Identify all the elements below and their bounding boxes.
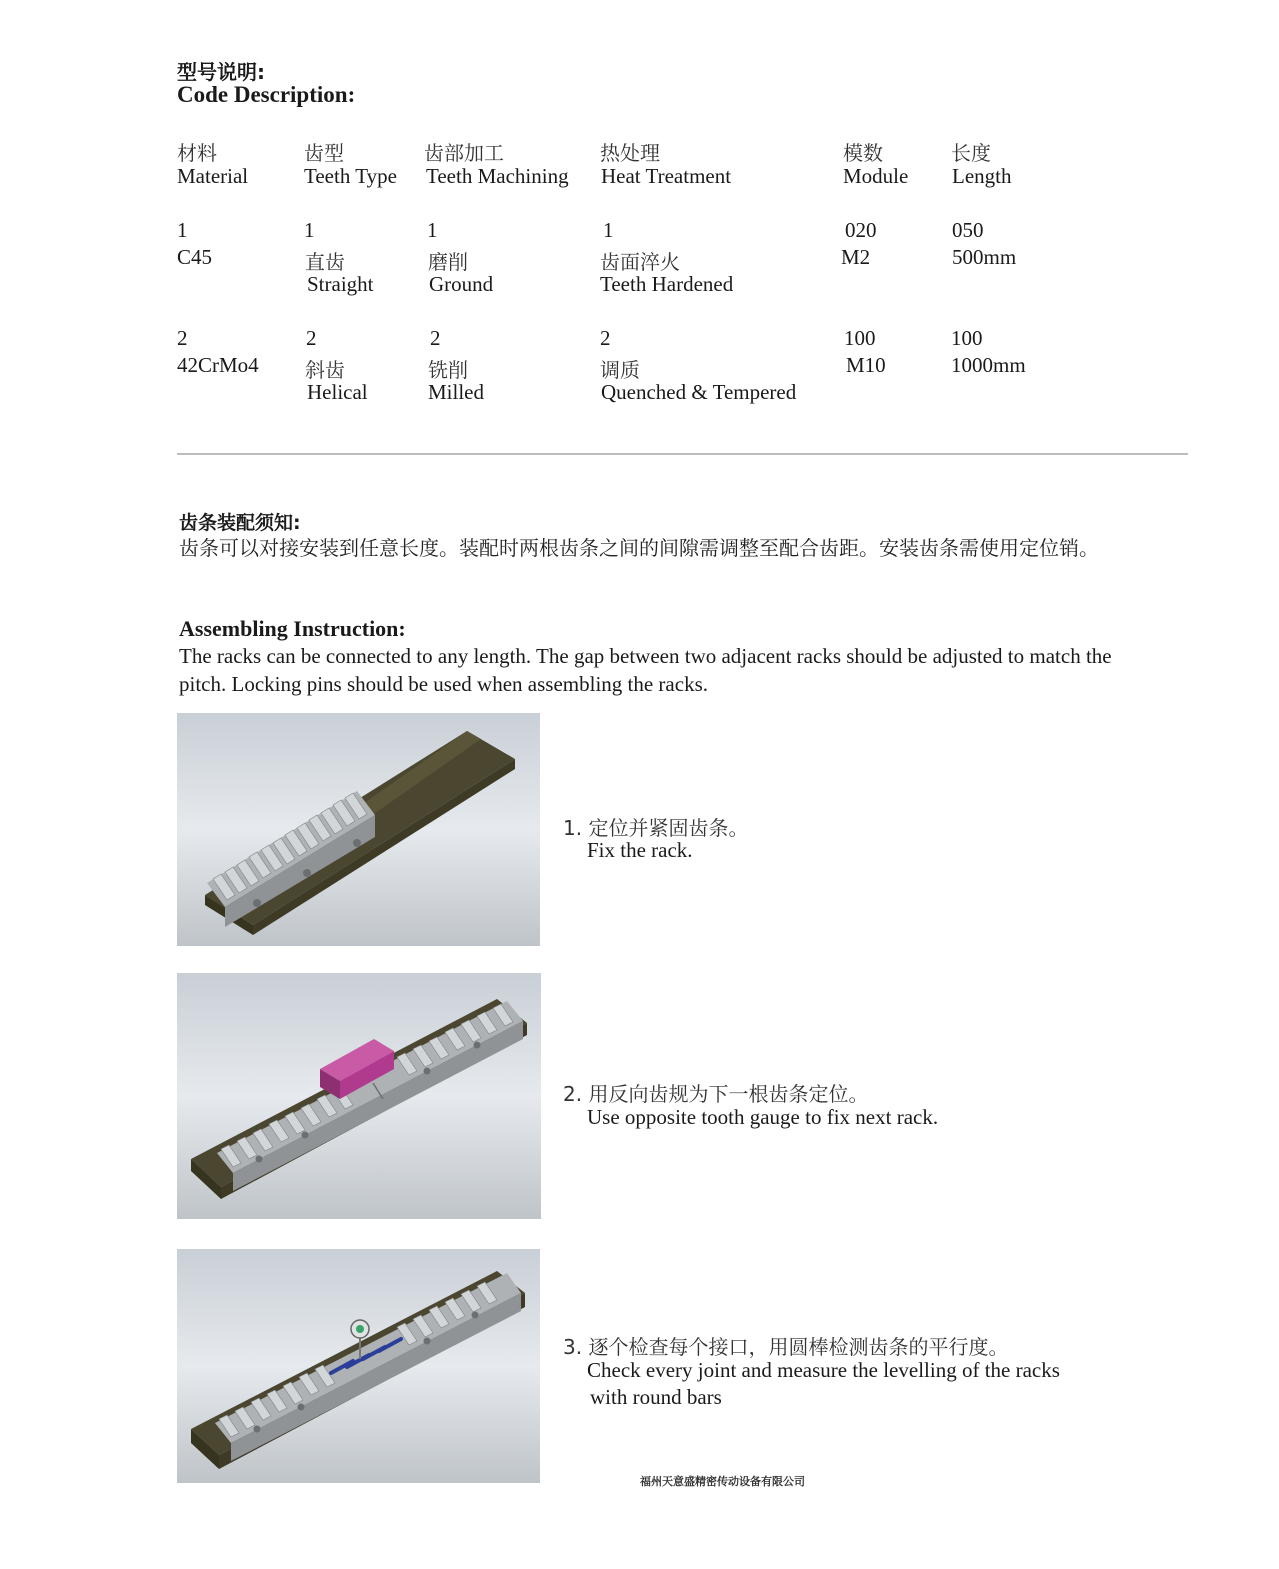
row1-machining-en: Ground <box>429 272 494 296</box>
col-header-module-en: Module <box>843 164 909 188</box>
row1-teeth-type-cn: 直齿 <box>305 250 345 274</box>
col-header-module-cn: 模数 <box>843 141 883 165</box>
step2-rack-image <box>177 973 541 1219</box>
row2-machining-cn: 铣削 <box>428 358 468 382</box>
row1-heat-code: 1 <box>603 218 614 242</box>
col-header-length-en: Length <box>952 164 1012 188</box>
col-header-heat-cn: 热处理 <box>600 141 660 165</box>
row2-machining-code: 2 <box>430 326 441 350</box>
step3-text-cn: 3. 逐个检查每个接口，用圆棒检测齿条的平行度。 <box>563 1335 1009 1359</box>
row1-machining-code: 1 <box>427 218 438 242</box>
assembly-title-cn: 齿条装配须知: <box>179 512 301 534</box>
row2-length-value: 1000mm <box>951 353 1026 377</box>
row2-material-value: 42CrMo4 <box>177 353 259 377</box>
row2-machining-en: Milled <box>428 380 484 404</box>
assembly-title-en: Assembling Instruction: <box>179 616 406 641</box>
row1-heat-en: Teeth Hardened <box>600 272 734 296</box>
col-header-machining-en: Teeth Machining <box>426 164 569 188</box>
section-divider <box>177 453 1188 455</box>
row2-length-code: 100 <box>951 326 983 350</box>
row1-length-code: 050 <box>952 218 984 242</box>
assembly-body-en: The racks can be connected to any length. The gap between two adjacent racks should be adjusted to match the pitch. Locking pins should be used when assembling the racks. <box>179 644 1112 696</box>
row2-module-value: M10 <box>846 353 886 377</box>
row1-teeth-type-en: Straight <box>307 272 374 296</box>
col-header-material-cn: 材料 <box>177 141 217 165</box>
row2-heat-code: 2 <box>600 326 611 350</box>
title-cn: 型号说明: <box>177 60 265 84</box>
col-header-teeth-type-cn: 齿型 <box>304 141 344 165</box>
col-header-teeth-type-en: Teeth Type <box>304 164 397 188</box>
assembly-body-cn: 齿条可以对接安装到任意长度。装配时两根齿条之间的间隙需调整至配合齿距。安装齿条需使用定位销。 <box>179 536 1099 560</box>
row2-heat-cn: 调质 <box>600 358 640 382</box>
row1-module-code: 020 <box>845 218 877 242</box>
title-en: Code Description: <box>177 82 356 107</box>
row1-machining-cn: 磨削 <box>428 250 468 274</box>
company-footer: 福州天意盛精密传动设备有限公司 <box>640 1475 805 1488</box>
step3-text-en: Check every joint and measure the levelling of the racks <box>587 1358 1060 1382</box>
row2-teeth-type-en: Helical <box>307 380 368 404</box>
step3-rack-image <box>177 1249 540 1483</box>
step1-rack-image <box>177 713 540 946</box>
step2-text-en: Use opposite tooth gauge to fix next rack. <box>587 1105 939 1129</box>
row2-teeth-type-code: 2 <box>306 326 317 350</box>
step1-text-cn: 1. 定位并紧固齿条。 <box>563 816 749 840</box>
col-header-heat-en: Heat Treatment <box>601 164 732 188</box>
row2-heat-en: Quenched & Tempered <box>601 380 797 404</box>
row1-length-value: 500mm <box>952 245 1017 269</box>
row1-teeth-type-code: 1 <box>304 218 315 242</box>
col-header-material-en: Material <box>177 164 249 188</box>
row1-module-value: M2 <box>841 245 871 269</box>
row1-material-value: C45 <box>177 245 213 269</box>
row2-module-code: 100 <box>844 326 876 350</box>
step3-text-en-line2: with round bars <box>590 1385 722 1409</box>
row2-material-code: 2 <box>177 326 188 350</box>
row1-heat-cn: 齿面淬火 <box>600 250 680 274</box>
row2-teeth-type-cn: 斜齿 <box>305 358 345 382</box>
col-header-length-cn: 长度 <box>951 141 991 165</box>
step2-text-cn: 2. 用反向齿规为下一根齿条定位。 <box>563 1082 869 1106</box>
row1-material-code: 1 <box>177 218 188 242</box>
col-header-machining-cn: 齿部加工 <box>424 141 504 165</box>
step1-text-en: Fix the rack. <box>587 838 693 862</box>
